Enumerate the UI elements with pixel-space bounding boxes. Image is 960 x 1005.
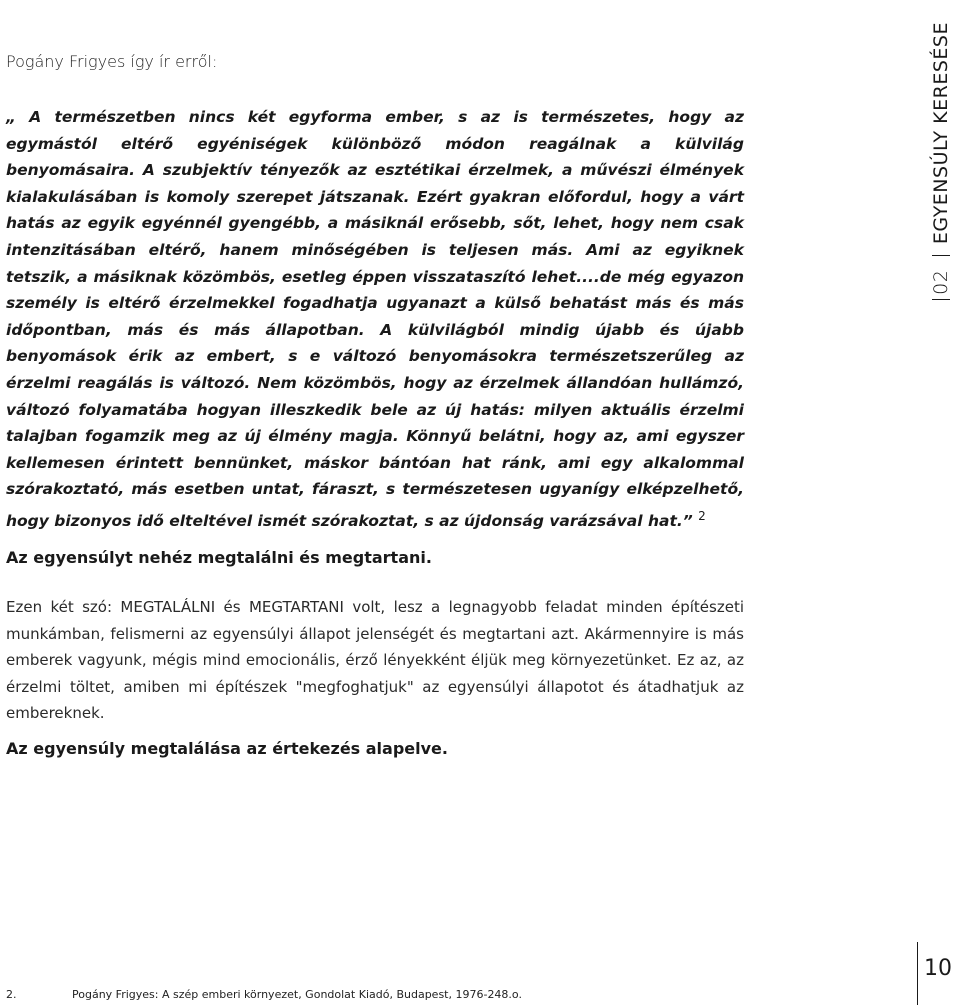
footnote-text: Pogány Frigyes: A szép emberi környezet, Gondolat Kiadó, Budapest, 1976-248.o. [72,988,522,1001]
intro-line: Pogány Frigyes így ír erről: [6,52,218,71]
footnote-reference[interactable]: 2 [698,508,706,523]
quote-text: „ A természetben nincs két egyforma ember, s az is természetes, hogy az egymástól eltérő egyéniségek különböző módon reagálnak a külvilág benyomásaira. A szubjektív tényezők az esztétikai érzelmek, a művészi élmények kialakulásában is komoly szerepet játszanak. Ezért gyakran előfordul, hogy a várt hatás az egyik egyénnél gyengébb, a másiknál erősebb, sőt, lehet, hogy nem csak intenzitásában eltérő, hanem minőségében is teljesen más. Ami az egyiknek tetszik, a másiknak közömbös, esetleg éppen visszataszító lehet....de még egyazon személy is eltérő érzelmekkel fogadhatja ugyanazt a külső behatást más és más időpontban, más és más állapotban. A külvilágból mindig újabb és újabb benyomások érik az embert, s e változó benyomásokra természetszerűleg az érzelmi reagálás is változó. Nem közömbös, hogy az érzelmek állandóan hullámzó, változó folyamatába hogyan illeszkedik bele az új hatás: milyen aktuális érzelmi talajban fogamzik meg az új élmény magja. Könnyű belátni, hogy az, ami egyszer kellemesen érintett bennünket, máskor bántóan hat ránk, ami egy alkalommal szórakoztató, más esetben untat, fáraszt, s természetesen ugyanígy elképzelhető, hogy bizonyos idő elteltével ismét szórakoztat, s az újdonság varázsával hat.” [6,108,744,531]
footnote [6,988,522,1001]
page-number: 10 [924,956,952,981]
block-quote [6,104,744,535]
chapter-separator-2 [932,255,950,256]
chapter-side-text [926,22,956,322]
section-heading-2: Az egyensúly megtalálása az értekezés alapelve. [6,739,448,758]
chapter-side-label [926,22,956,322]
chapter-number: 02 [930,269,952,295]
chapter-title: EGYENSÚLY KERESÉSE [930,22,952,245]
body-paragraph: Ezen két szó: MEGTALÁLNI és MEGTARTANI volt, lesz a legnagyobb feladat minden építészeti munkámban, felismerni az egyensúlyi állapot jelenségét és megtartani azt. Akármennyire is más emberek vagyunk, mégis mind emocionális, érző lényekként éljük meg környezetünket. Ez az, az érzelmi töltet, amiben mi építészek "megfoghatjuk" az egyensúlyi állapotot és átadhatjuk az embereknek. [6,598,744,722]
section-heading-1: Az egyensúlyt nehéz megtalálni és megtartani. [6,548,432,567]
footnote-number: 2. [6,988,17,1001]
chapter-separator [932,299,950,300]
